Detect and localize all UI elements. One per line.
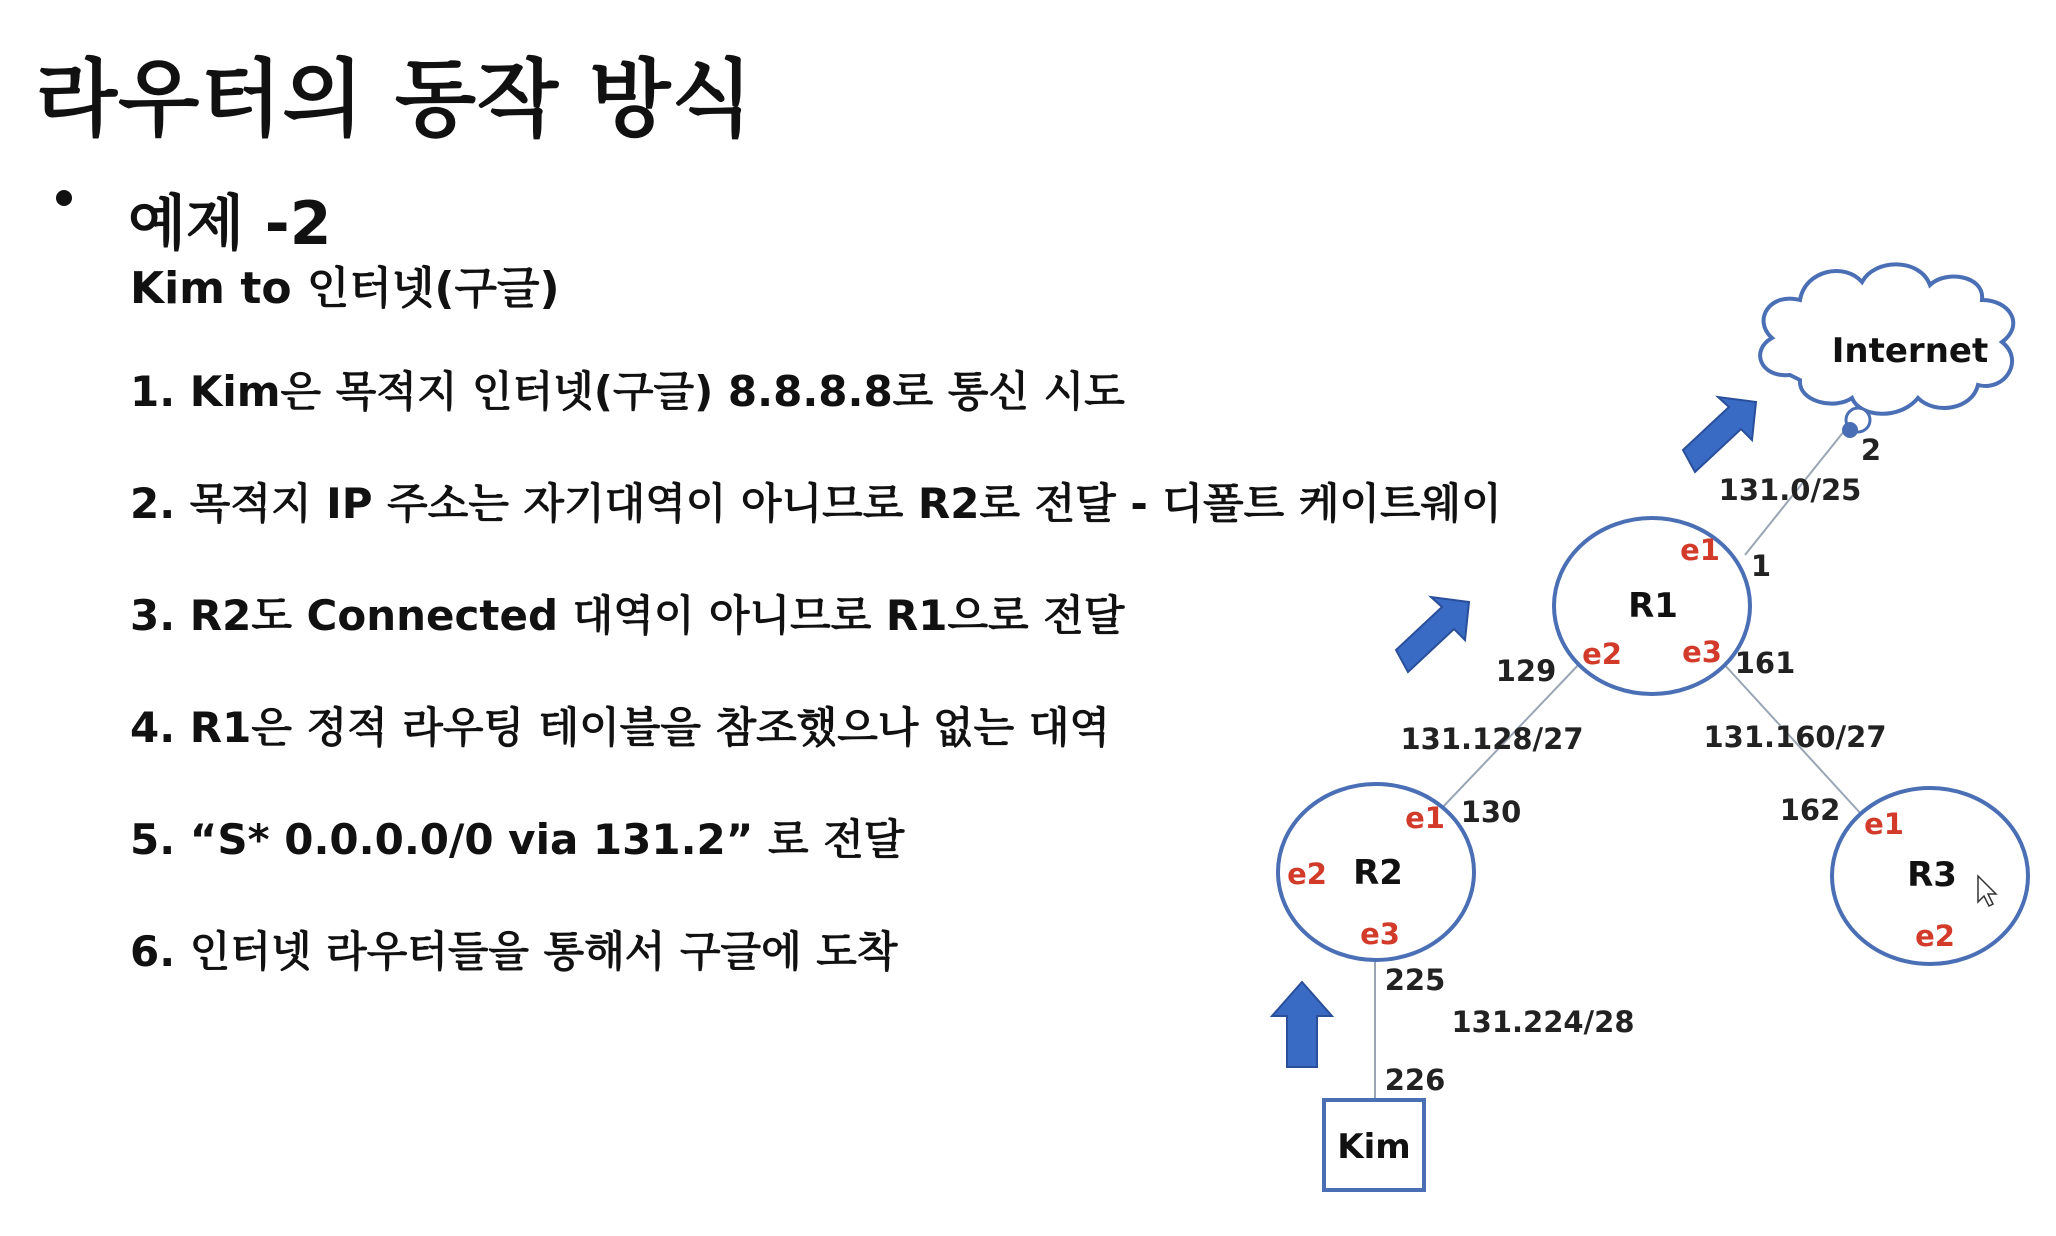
internet-label: Internet [1831,331,1989,371]
r3-e2-label: e2 [1915,919,1955,953]
r2-e2-label: e2 [1287,857,1327,891]
addr-r1-e3: 161 [1734,646,1796,680]
r1-e2-label: e2 [1582,637,1622,671]
addr-r2-e1: 130 [1460,795,1522,829]
router-r2-label: R2 [1353,853,1403,893]
addr-r1-e1: 1 [1750,549,1772,583]
arrow-to-r2-icon [1272,982,1332,1067]
step-item-6: 6. 인터넷 라우터들을 통해서 구글에 도착 [130,927,898,976]
step-item-1: 1. Kim은 목적지 인터넷(구글) 8.8.8.8로 통신 시도 [130,367,1125,416]
router-r3-label: R3 [1907,855,1957,895]
addr-r2-e3: 225 [1384,963,1446,997]
net-r1-r2-label: 131.128/27 [1400,722,1584,756]
net-r1-r3-label: 131.160/27 [1703,720,1887,754]
step-item-2: 2. 목적지 IP 주소는 자기대역이 아니므로 R2로 전달 - 디폴트 케이트웨이 [130,479,1502,528]
r1-e3-label: e3 [1682,635,1722,669]
addr-r3-e1: 162 [1779,793,1841,827]
example-title: 예제 -2 [128,189,332,259]
arrow-to-r1-icon [1396,597,1469,672]
arrow-to-internet-icon [1683,397,1756,472]
example-subtitle: Kim to 인터넷(구글) [130,263,560,314]
net-internet-r1-label: 131.0/25 [1718,473,1862,507]
net-r2-kim-label: 131.224/28 [1451,1005,1635,1039]
addr-r1-e2: 129 [1495,654,1557,688]
r2-e3-label: e3 [1360,917,1400,951]
router-r1-label: R1 [1628,586,1678,626]
step-item-4: 4. R1은 정적 라우팅 테이블을 참조했으나 없는 대역 [130,703,1110,752]
r1-e1-label: e1 [1680,533,1720,567]
step-item-3: 3. R2도 Connected 대역이 아니므로 R1으로 전달 [130,591,1125,640]
r3-e1-label: e1 [1864,807,1904,841]
page-title: 라우터의 동작 방식 [36,50,754,148]
step-item-5: 5. “S* 0.0.0.0/0 via 131.2” 로 전달 [130,815,905,864]
r2-e1-label: e1 [1405,801,1445,835]
addr-kim: 226 [1384,1063,1446,1097]
host-kim-label: Kim [1337,1127,1411,1167]
addr-internet-side: 2 [1860,433,1882,467]
